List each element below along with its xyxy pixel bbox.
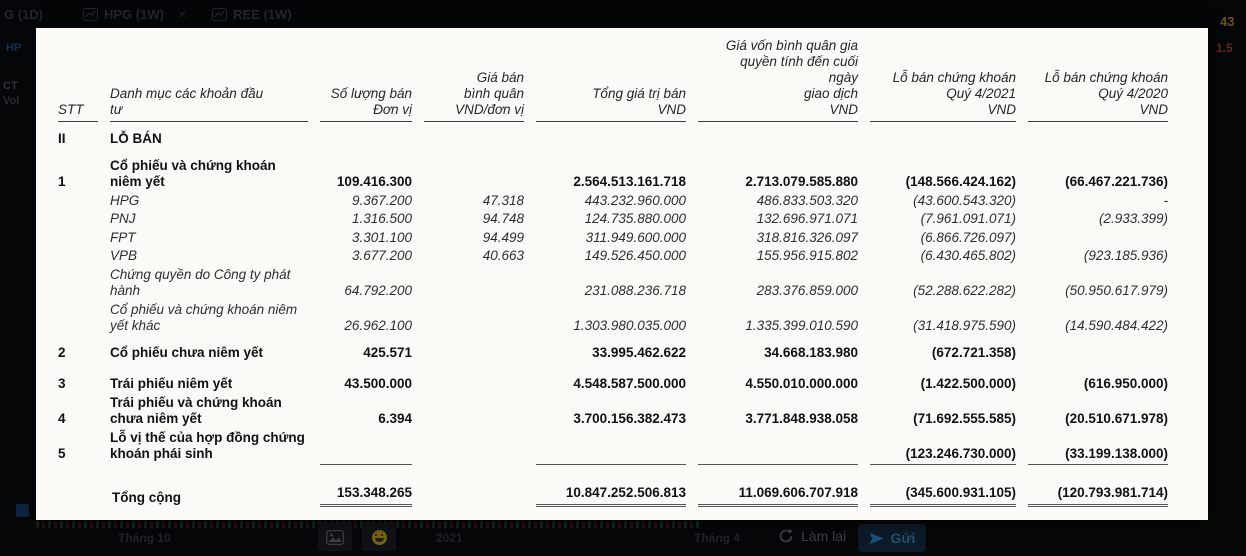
- attach-image-button[interactable]: [318, 523, 352, 551]
- cell-category: Cổ phiếu chưa niêm yết: [110, 344, 264, 360]
- time-axis-label[interactable]: Tháng 4: [694, 531, 741, 545]
- table-row: [58, 266, 1168, 301]
- legend-label-hp: HP: [6, 42, 22, 54]
- cell-avg-cost: 34.668.183.980: [764, 344, 858, 360]
- cell-loss-2021: (43.600.543.320): [913, 192, 1016, 208]
- cell-loss-2021: (148.566.424.162): [905, 174, 1016, 189]
- total-row: [58, 464, 1168, 508]
- cell-stt: 5: [58, 446, 66, 461]
- table-row: [58, 229, 1168, 248]
- cell-total-value: [536, 429, 686, 464]
- chart-icon: [212, 8, 227, 21]
- column-header-total-value: Tổng giá trị bán VND: [536, 38, 686, 122]
- cell-category: Cổ phiếu và chứng khoán niêm yết khác: [110, 301, 298, 333]
- cell-avg-cost: 1.335.399.010.590: [745, 318, 858, 333]
- column-header-category: Danh mục các khoản đầu tư: [110, 38, 308, 122]
- legend-label-vol: Vol: [3, 95, 20, 107]
- column-header-avg-cost: Giá vốn bình quân gia quyền tính đến cuối ngày giao dịch VND: [698, 38, 858, 122]
- tab-label: REE (1W): [233, 6, 292, 22]
- table-row: [58, 362, 1168, 394]
- cell-stt: 3: [58, 376, 66, 391]
- cell-stt: [58, 301, 98, 336]
- cell-stt: 2: [58, 344, 66, 360]
- cell-category: Cổ phiếu và chứng khoán niêm yết: [110, 157, 276, 189]
- cell-avg-price: 94.748: [482, 211, 524, 226]
- cell-loss-2020: (616.950.000): [1083, 376, 1168, 391]
- cell-loss-2020: (50.950.617.979): [1065, 283, 1168, 298]
- cell-quantity: [320, 429, 412, 464]
- cell-avg-price: [424, 336, 524, 363]
- cell-quantity: 9.367.200: [351, 192, 412, 208]
- table-row: [58, 192, 1168, 211]
- cell-quantity: 3.677.200: [351, 248, 412, 263]
- reset-button-label: Làm lại: [801, 528, 847, 544]
- total-category: Tổng cộng: [112, 489, 181, 505]
- cell-stt: [58, 210, 98, 229]
- cell-loss-2021: (6.430.465.802): [920, 248, 1016, 263]
- cell-category: Chứng quyền do Công ty phát hành: [110, 266, 291, 298]
- cell-avg-cost: 486.833.503.320: [756, 192, 858, 208]
- cell-avg-cost: 283.376.859.000: [756, 283, 858, 298]
- chart-icon: [83, 8, 98, 21]
- cell-total-value: 149.526.450.000: [584, 248, 686, 263]
- table-body: [58, 122, 1168, 507]
- reset-button[interactable]: [778, 528, 846, 544]
- price-scale-label: 43: [1220, 14, 1235, 29]
- tab-hpg-1w[interactable]: [83, 6, 186, 22]
- cell-avg-price: [424, 362, 524, 394]
- cell-quantity: 64.792.200: [344, 283, 412, 298]
- cell-avg-cost: 2.713.079.585.880: [745, 174, 858, 189]
- cell-stt: [58, 192, 98, 211]
- cell-loss-2021: [870, 122, 1016, 149]
- total-loss-2021: (345.600.931.105): [870, 464, 1016, 508]
- cell-loss-2020: (2.933.399): [1098, 211, 1168, 226]
- cell-loss-2020: [1028, 229, 1168, 248]
- cell-avg-price: [424, 394, 524, 429]
- cell-stt: [58, 247, 98, 266]
- cell-category: Lỗ vị thế của hợp đồng chứng khoán phái sinh: [110, 429, 305, 461]
- cell-avg-cost: 132.696.971.071: [756, 211, 858, 226]
- cell-avg-cost: 155.956.915.802: [756, 248, 858, 263]
- cell-avg-price: [424, 122, 524, 149]
- total-avg-price: [424, 464, 524, 508]
- cell-stt: 4: [58, 411, 66, 426]
- table-row: [58, 336, 1168, 363]
- securities-loss-table: [46, 38, 1180, 507]
- tab-hpg-1d[interactable]: G (1D): [4, 6, 43, 22]
- cell-avg-cost: [698, 122, 858, 149]
- refresh-icon: [778, 528, 794, 544]
- cell-loss-2021: (123.246.730.000): [905, 446, 1016, 461]
- column-header-stt: STT: [58, 38, 98, 122]
- tab-label: HPG (1W): [104, 6, 164, 22]
- column-header-avg-price: Giá bán bình quân VND/đơn vị: [424, 38, 524, 122]
- cell-category: Trái phiếu và chứng khoán chưa niêm yết: [110, 394, 282, 426]
- column-header-quantity: Số lượng bán Đơn vị: [320, 38, 412, 122]
- cell-loss-2021: (6.866.726.097): [920, 229, 1016, 245]
- time-axis-label[interactable]: Tháng 10: [118, 531, 171, 545]
- cell-loss-2020: (33.199.138.000): [1065, 446, 1168, 461]
- table-row: [58, 149, 1168, 192]
- cell-avg-price: [424, 149, 524, 192]
- header-row: [58, 38, 1168, 122]
- document-image: [36, 28, 1208, 520]
- cell-category: HPG: [110, 192, 140, 208]
- tab-ree-1w[interactable]: [212, 7, 292, 22]
- total-avg-cost: 11.069.606.707.918: [698, 464, 858, 508]
- cell-loss-2021: (71.692.555.585): [913, 411, 1016, 426]
- total-total-value: 10.847.252.506.813: [536, 464, 686, 508]
- cell-avg-cost: 4.550.010.000.000: [745, 376, 858, 391]
- cell-loss-2020: (66.467.221.736): [1065, 174, 1168, 189]
- column-header-loss-2020: Lỗ bán chứng khoán Quý 4/2020 VND: [1028, 38, 1168, 122]
- cell-loss-2021: (52.288.622.282): [913, 283, 1016, 298]
- cell-quantity: 3.301.100: [351, 229, 412, 245]
- smiley-icon: [372, 530, 387, 545]
- total-stt: [58, 464, 98, 508]
- price-scale-label: 1.5: [1216, 41, 1233, 55]
- image-icon: [326, 530, 344, 545]
- cell-total-value: 2.564.513.161.718: [573, 174, 686, 189]
- cell-stt: II: [58, 131, 66, 146]
- cell-total-value: 1.303.980.035.000: [573, 318, 686, 333]
- cell-stt: [58, 266, 98, 301]
- table-row: [58, 301, 1168, 336]
- table-row: [58, 122, 1168, 149]
- cell-quantity: 109.416.300: [336, 174, 412, 189]
- cell-avg-cost: [698, 429, 858, 464]
- cell-total-value: 443.232.960.000: [584, 192, 686, 208]
- legend-label-ct: CT: [3, 80, 18, 92]
- cell-stt: [58, 229, 98, 248]
- cell-quantity: [320, 122, 412, 149]
- cell-quantity: 43.500.000: [344, 376, 412, 391]
- cell-avg-price: 94.499: [482, 229, 524, 245]
- cell-loss-2021: (1.422.500.000): [920, 376, 1016, 391]
- close-icon[interactable]: ×: [177, 6, 187, 22]
- cell-total-value: 231.088.236.718: [584, 283, 686, 298]
- cell-avg-price: [424, 301, 524, 336]
- cell-avg-price: 47.318: [482, 192, 524, 208]
- cell-total-value: 124.735.880.000: [584, 211, 686, 226]
- cell-quantity: 1.316.500: [351, 211, 412, 226]
- cell-category: FPT: [110, 229, 136, 245]
- cell-category: VPB: [110, 248, 138, 263]
- emoji-button[interactable]: [362, 523, 396, 551]
- cell-quantity: 6.394: [378, 411, 412, 426]
- cell-quantity: 425.571: [363, 344, 412, 360]
- cell-loss-2021: (672.721.358): [931, 344, 1016, 360]
- cell-loss-2021: (31.418.975.590): [913, 318, 1016, 333]
- cell-avg-price: [424, 266, 524, 301]
- cell-avg-price: [424, 429, 524, 464]
- chart-tab-bar: [0, 0, 1246, 28]
- chart-logo: [16, 504, 29, 517]
- cell-category: LỖ BÁN: [110, 131, 162, 146]
- cell-avg-cost: 318.816.326.097: [756, 229, 858, 245]
- cell-loss-2021: (7.961.091.071): [920, 211, 1016, 226]
- time-axis-label[interactable]: 2021: [436, 531, 463, 545]
- cell-quantity: 26.962.100: [344, 318, 412, 333]
- cell-avg-cost: 3.771.848.938.058: [745, 411, 858, 426]
- table-row: [58, 394, 1168, 429]
- table-row: [58, 210, 1168, 229]
- cell-total-value: [536, 122, 686, 149]
- send-button[interactable]: [858, 524, 926, 552]
- cell-loss-2020: (14.590.484.422): [1065, 318, 1168, 333]
- cell-total-value: 3.700.156.382.473: [573, 411, 686, 426]
- total-quantity: 153.348.265: [320, 464, 412, 508]
- cell-loss-2020: [1028, 122, 1168, 149]
- table-row: [58, 247, 1168, 266]
- cell-avg-price: 40.663: [482, 248, 524, 263]
- cell-loss-2020: (20.510.671.978): [1065, 411, 1168, 426]
- cell-category: Trái phiếu niêm yết: [110, 376, 233, 391]
- cell-total-value: 4.548.587.500.000: [573, 376, 686, 391]
- cell-stt: 1: [58, 174, 66, 189]
- cell-category: PNJ: [110, 211, 136, 226]
- send-button-label: Gửi: [890, 530, 916, 546]
- cell-total-value: 33.995.462.622: [592, 344, 686, 360]
- table-row: [58, 429, 1168, 464]
- table-header-row: [58, 38, 1168, 122]
- column-header-loss-2021: Lỗ bán chứng khoán Quý 4/2021 VND: [870, 38, 1016, 122]
- cell-loss-2020: (923.185.936): [1083, 248, 1168, 263]
- total-loss-2020: (120.793.981.714): [1028, 464, 1168, 508]
- cell-total-value: 311.949.600.000: [585, 229, 686, 245]
- cell-loss-2020: [1028, 336, 1168, 363]
- send-icon: [869, 532, 884, 545]
- cell-loss-2020: -: [1163, 192, 1168, 208]
